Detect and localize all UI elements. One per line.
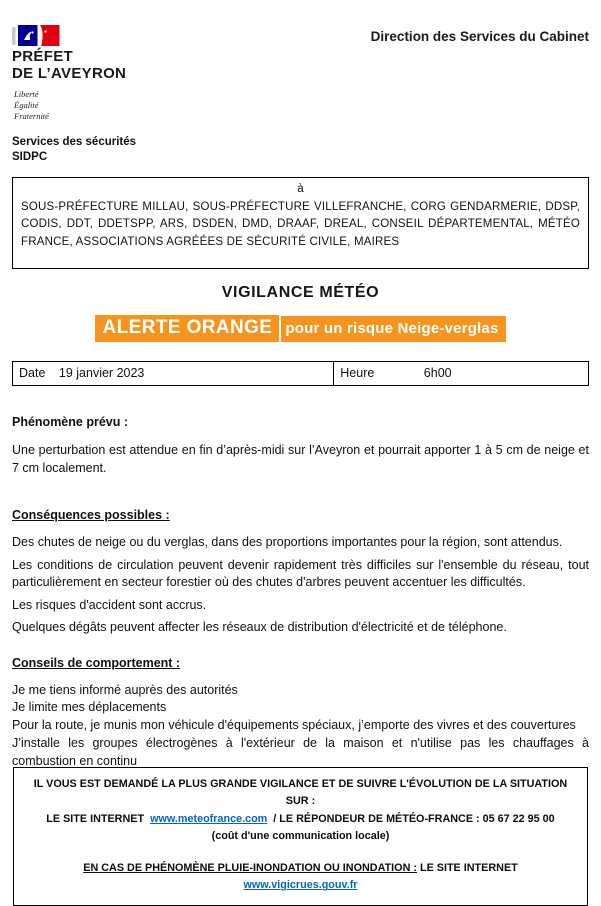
conseils-line: Pour la route, je munis mon véhicule d'équipements spéciaux, j’emporte des vivres et des couvertures <box>12 718 576 733</box>
conseils-lines <box>12 682 589 771</box>
heading-conseils: Conseils de comportement : <box>12 655 181 670</box>
agency-name-line1: PRÉFET <box>12 48 73 65</box>
republic-motto <box>14 89 182 122</box>
time-label: Heure <box>340 366 375 381</box>
footer-line2-prefix: LE SITE INTERNET <box>46 812 145 825</box>
document-header <box>12 0 589 122</box>
service-line2: SIDPC <box>12 151 48 164</box>
recipients-box <box>12 177 589 269</box>
conseils-line: J’installe les groupes électrogènes à l'extérieur de la maison et n'utilise pas les chauffages à combustion en continu <box>12 735 589 768</box>
french-republic-flag-icon <box>12 25 62 46</box>
footer-line2 <box>28 811 573 828</box>
footer-line4-middle: LE SITE INTERNET <box>419 862 518 875</box>
alert-level-badge: ALERTE ORANGE <box>95 315 279 342</box>
footer-line4-underlined: EN CAS DE PHÉNOMÈNE PLUIE-INONDATION OU INONDATION : <box>83 862 417 875</box>
service-line1: Services des sécurités <box>12 135 137 148</box>
prefecture-logo-block <box>12 25 182 122</box>
time-value: 6h00 <box>423 366 452 381</box>
consequences-line: Des chutes de neige ou du verglas, dans des proportions importantes pour la région, sont attendus. <box>12 535 563 550</box>
time-cell <box>333 362 588 385</box>
footer-line4 <box>28 860 573 895</box>
alert-risk-label: pour un risque Neige-verglas <box>281 316 505 342</box>
date-label: Date <box>19 366 46 381</box>
datetime-table <box>12 361 589 386</box>
agency-name-line2: DE L’AVEYRON <box>12 64 127 82</box>
footer-line3: (coût d'une communication locale) <box>211 829 390 842</box>
heading-phenomene: Phénomène prévu : <box>12 415 128 430</box>
meteofrance-link[interactable]: www.meteofrance.com <box>150 812 268 825</box>
recipients-list: SOUS-PRÉFECTURE MILLAU, SOUS-PRÉFECTURE VILLEFRANCHE, CORG GENDARMERIE, DDSP, CODIS, DDT, DDETSPP, ARS, DSDEN, DMD, DRAAF, DREAL, CONSEIL DÉPARTEMENTAL, MÉTÉO FRANCE, ASSOCIATIONS AGRÉÉES DE SÉCURITÉ CIVILE, MAIRES <box>21 200 580 249</box>
service-block <box>12 135 589 166</box>
direction-title: Direction des Services du Cabinet <box>370 29 589 44</box>
heading-consequences: Conséquences possibles : <box>12 508 170 523</box>
motto-egalite: Égalité <box>14 99 39 110</box>
footer-notice-box <box>13 767 588 906</box>
footer-line2-suffix: / LE RÉPONDEUR DE MÉTÉO-FRANCE : 05 67 22 95 00 <box>273 812 555 825</box>
motto-fraternite: Fraternité <box>14 110 49 121</box>
vigicrues-link[interactable]: www.vigicrues.gouv.fr <box>243 879 358 892</box>
consequences-line: Les risques d'accident sont accrus. <box>12 597 207 612</box>
agency-name <box>12 49 182 83</box>
date-value: 19 janvier 2023 <box>58 366 145 381</box>
conseils-line: Je limite mes déplacements <box>12 700 167 715</box>
date-cell <box>13 362 333 385</box>
alert-banner <box>12 315 589 342</box>
footer-spacer <box>28 845 573 860</box>
consequences-line: Quelques dégâts peuvent affecter les réseaux de distribution d'électricité et de téléphone. <box>12 619 507 634</box>
vigilance-title: VIGILANCE MÉTÉO <box>221 284 380 302</box>
phenomene-body: Une perturbation est attendue en fin d’après-midi sur l’Aveyron et pourrait apporter 1 à 5 cm de neige et 7 cm localement. <box>12 443 589 476</box>
consequences-lines <box>12 534 589 636</box>
motto-liberte: Liberté <box>14 88 39 99</box>
consequences-line: Les conditions de circulation peuvent devenir rapidement très difficiles sur l'ensemble du réseau, tout particulièrement en secteur forestier où des chutes d'arbres peuvent accentuer les difficultés. <box>12 557 589 590</box>
conseils-line: Je me tiens informé auprès des autorités <box>12 682 238 697</box>
footer-line1: IL VOUS EST DEMANDÉ LA PLUS GRANDE VIGILANCE ET DE SUIVRE L'ÉVOLUTION DE LA SITUATION SUR : <box>33 778 568 808</box>
to-label: à <box>297 182 304 195</box>
